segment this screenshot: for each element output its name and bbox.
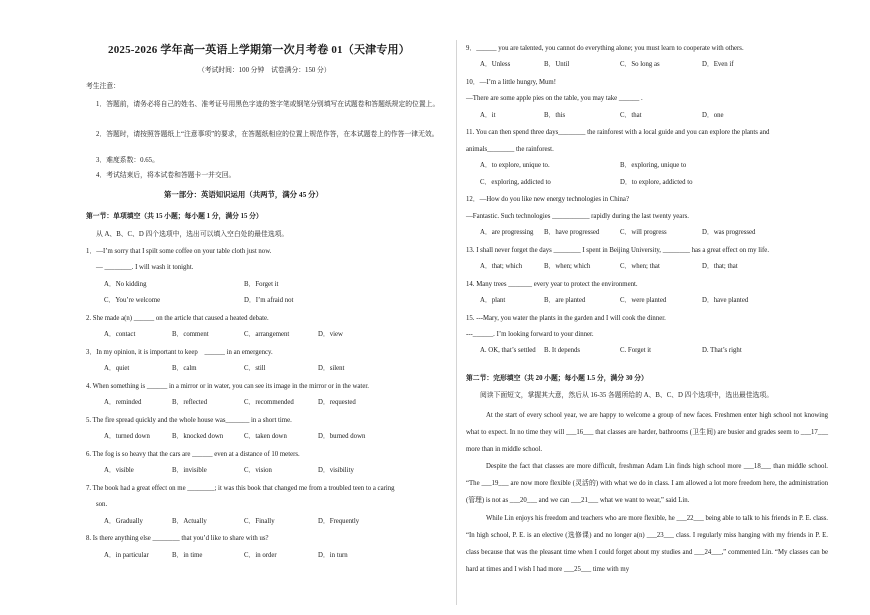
question-stem: 4. When something is ______ in a mirror or in water, you can see its image in the mirror or in the water.	[86, 382, 369, 390]
answer-option: A．are progressing	[480, 229, 534, 236]
answer-option: C．You’re welcome	[104, 297, 161, 305]
answer-option: C．were planted	[620, 297, 667, 304]
answer-option: A．it	[480, 111, 496, 119]
answer-option: C．Finally	[244, 517, 275, 525]
answer-option: B．invisible	[172, 467, 207, 475]
answer-option: D．I’m afraid not	[244, 297, 294, 305]
answer-option: B．Actually	[172, 517, 207, 525]
answer-option: A. OK, that’s settled	[480, 347, 536, 355]
part1-heading: 第一部分：英语知识运用（共两节，满分 45 分）	[164, 190, 323, 199]
question-stem: 11. You can then spend three days________ the rainforest with a local guide and you can explore the plants and	[466, 129, 770, 137]
answer-option: B．comment	[172, 331, 209, 339]
answer-option: D．view	[318, 331, 343, 339]
passage-paragraph-1: At the start of every school year, we are happy to welcome a group of new faces. Freshmen enter high school not knowing what to expect. In no time they will ___16___ that classes are harder, bathrooms (卫生间) are busier and grades seem to ___17___ more than in middle school.	[466, 412, 828, 453]
question-stem: 2. She made a(n) ______ on the article that caused a heated debate.	[86, 314, 269, 322]
section2-instruction: 阅读下面短文，掌握其大意，然后从 16-35 各题所给的 A、B、C、D 四个选项中，选出最佳选项。	[480, 392, 774, 399]
note-1: 1．答题前，请务必将自己的姓名、准考证号用黑色字迹的签字笔或钢笔分别填写在试题卷和答题纸规定的位置上。	[96, 101, 440, 108]
question-stem: son.	[96, 501, 108, 509]
note-2: 2．答题时，请按照答题纸上“注意事项”的要求，在答题纸相应的位置上规范作答，在本试题卷上的作答一律无效。	[96, 131, 439, 138]
answer-option: A．Gradually	[104, 517, 143, 525]
answer-option: D．burned down	[318, 433, 366, 441]
answer-option: B．this	[544, 111, 566, 119]
answer-option: A．No kidding	[104, 280, 147, 288]
answer-option: D．was progressed	[702, 229, 756, 236]
answer-option: B. It depends	[544, 347, 581, 355]
question-stem: — ________. I will wash it tonight.	[96, 264, 194, 272]
answer-option: C．that	[620, 111, 642, 119]
question-stem: 14. Many trees _______ every year to protect the environment.	[466, 280, 638, 288]
answer-option: B．reflected	[172, 399, 208, 407]
answer-option: D．to explore, addicted to	[620, 178, 693, 186]
answer-option: D．one	[702, 111, 724, 119]
answer-option: D．visibility	[318, 467, 354, 475]
question-stem: 6. The fog is so heavy that the cars are ______ even at a distance of 10 meters.	[86, 450, 300, 458]
answer-option: D．Frequently	[318, 517, 360, 525]
answer-option: C．in order	[244, 551, 277, 559]
notes-heading: 考生注意：	[86, 83, 120, 90]
answer-option: D．have planted	[702, 297, 749, 304]
answer-option: C．So long as	[620, 61, 660, 69]
question-stem: 7. The book had a great effect on me ________; it was this book that changed me from a troubled teen to a caring	[86, 484, 395, 492]
answer-option: B．exploring, unique to	[620, 162, 687, 170]
answer-option: B．Until	[544, 61, 570, 69]
question-stem: 9．______ you are talented, you cannot do everything alone; you must learn to cooperate with others.	[466, 45, 744, 52]
answer-option: A．reminded	[104, 399, 142, 407]
answer-option: A．turned down	[104, 433, 150, 441]
answer-option: B．when; which	[544, 263, 591, 270]
section1-instruction: 从 A、B、C、D 四个选项中，选出可以填入空白处的最佳选项。	[96, 231, 289, 238]
answer-option: C．will progress	[620, 229, 667, 236]
answer-option: A．that; which	[480, 263, 523, 270]
passage-paragraph-2: Despite the fact that classes are more difficult, freshman Adam Lin finds high school more ___18___ than middle school. “The ___19___ are now more flexible (灵活的) with what we do in class. I am allowed a lot more freedom here, the administration (管理) is not as ___20___ and we can ___21___ what we want to wear,” said Lin.	[466, 463, 828, 504]
exam-subtitle: （考试时间：100 分钟 试卷满分：150 分）	[198, 67, 331, 74]
answer-option: C．still	[244, 365, 266, 373]
exam-title: 2025-2026 学年高一英语上学期第一次月考卷 01（天津专用）	[108, 44, 410, 56]
answer-option: D．Even if	[702, 61, 734, 69]
answer-option: A．in particular	[104, 551, 149, 559]
answer-option: C．recommended	[244, 399, 294, 407]
question-stem: ---______. I’m looking forward to your dinner.	[466, 331, 594, 338]
question-stem: 8. Is there anything else ________ that you’d like to share with us?	[86, 535, 269, 543]
column-divider	[456, 40, 457, 605]
answer-option: C．taken down	[244, 433, 287, 441]
answer-option: B．are planted	[544, 297, 586, 304]
answer-option: C．vision	[244, 467, 272, 475]
answer-option: C．exploring, addicted to	[480, 178, 551, 186]
answer-option: D．silent	[318, 365, 345, 373]
passage-paragraph-3: While Lin enjoys his freedom and teachers who are more flexible, he ___22___ being able to talk to his friends in P. E. class. “In high school, P. E. is an elective (选修课) and no longer a(n) ___23___ class. I regularly miss hanging with my friends in P. E. class because that was the pleasant time when I could forget about my studies and ___24___,” commented Lin. “My classes can be hard at times and I wish I had more ___25___ time with my	[466, 515, 828, 573]
note-3: 3．难度系数：0.65。	[96, 157, 159, 164]
answer-option: C. Forget it	[620, 347, 652, 355]
answer-option: A．Unless	[480, 61, 511, 69]
answer-option: D．that; that	[702, 263, 738, 270]
question-stem: 13. I shall never forget the days ________ I spent in Beijing University, ________ has a great effect on my life.	[466, 246, 770, 254]
question-stem: animals________ the rainforest.	[466, 145, 554, 153]
question-stem: —Fantastic. Such technologies ___________ rapidly during the last twenty years.	[466, 212, 689, 220]
question-stem: 3．In my opinion, it is important to keep ______ in an emergency.	[86, 348, 273, 356]
section1-heading: 第一节：单项填空（共 15 小题；每小题 1 分，满分 15 分）	[86, 213, 263, 220]
answer-option: C．when; that	[620, 263, 660, 270]
question-stem: 1．—I’m sorry that I spilt some coffee on your table cloth just now.	[86, 248, 272, 255]
answer-option: A．visible	[104, 467, 134, 475]
answer-option: C．arrangement	[244, 331, 290, 339]
question-stem: 12．—How do you like new energy technologies in China?	[466, 196, 629, 204]
answer-option: B．in time	[172, 551, 203, 559]
answer-option: A．to explore, unique to.	[480, 162, 550, 170]
answer-option: D. That’s right	[702, 347, 742, 355]
answer-option: A．quiet	[104, 365, 130, 373]
answer-option: A．plant	[480, 297, 506, 304]
question-stem: 15. ---Mary, you water the plants in the garden and I will cook the dinner.	[466, 314, 666, 322]
answer-option: A．contact	[104, 331, 136, 339]
answer-option: D．in turn	[318, 551, 348, 559]
question-stem: 10．—I’m a little hungry, Mum!	[466, 79, 556, 86]
answer-option: B．have progressed	[544, 229, 600, 236]
section2-heading: 第二节：完形填空（共 20 小题；每小题 1.5 分，满分 30 分）	[466, 375, 648, 382]
answer-option: B．knocked down	[172, 433, 224, 441]
answer-option: D．requested	[318, 399, 356, 407]
answer-option: B．calm	[172, 365, 197, 373]
question-stem: 5. The fire spread quickly and the whole house was_______ in a short time.	[86, 416, 292, 424]
answer-option: B．Forget it	[244, 280, 279, 288]
question-stem: —There are some apple pies on the table, you may take ______ .	[466, 95, 643, 103]
note-4: 4．考试结束后，将本试卷和答题卡一并交回。	[96, 172, 236, 179]
